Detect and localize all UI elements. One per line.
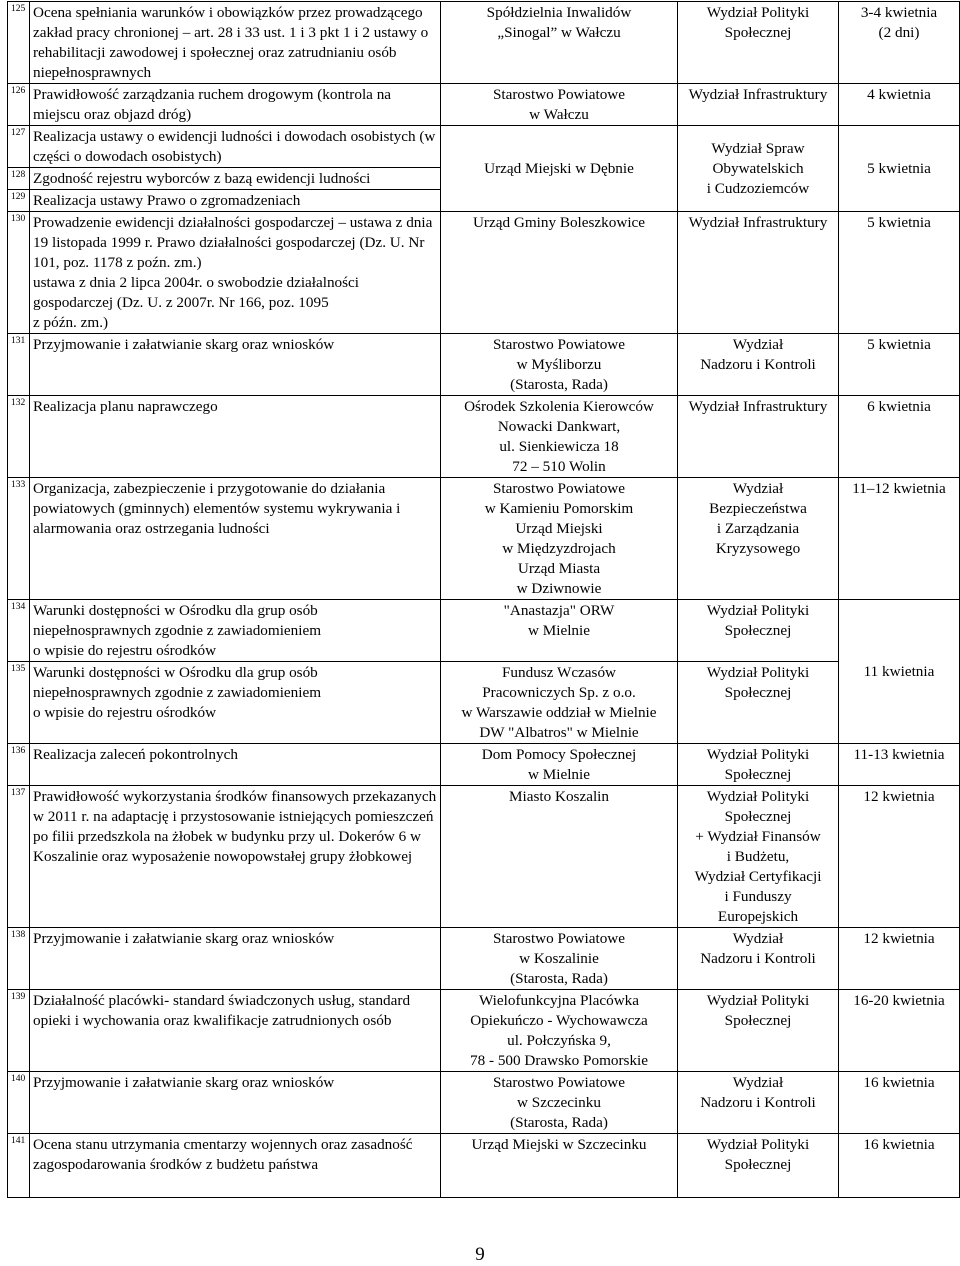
table-row	[8, 744, 960, 786]
inspection-date: 16 kwietnia	[839, 1134, 960, 1198]
inspection-subject: Ocena spełniania warunków i obowiązków przez prowadzącego zakład pracy chronionej – art. 28 i 33 ust. 1 i 3 pkt 1 i 2 ustawy o rehabilitacji zawodowej i społecznej oraz zatrudnianiu osób niepełnosprawnych	[30, 2, 441, 84]
table-row	[8, 786, 960, 928]
inspection-subject: Realizacja zaleceń pokontrolnych	[30, 744, 441, 786]
inspected-entity: Ośrodek Szkolenia Kierowców Nowacki Dankwart, ul. Sienkiewicza 18 72 – 510 Wolin	[441, 396, 678, 478]
responsible-department: Wydział Infrastruktury	[678, 396, 839, 478]
inspected-entity: Miasto Koszalin	[441, 786, 678, 928]
inspection-subject: Prowadzenie ewidencji działalności gospodarczej – ustawa z dnia 19 listopada 1999 r. Prawo działalności gospodarczej (Dz. U. Nr 101, poz. 1178 z poźn. zm.) ustawa z dnia 2 lipca 2004r. o swobodzie działalności gospodarczej (Dz. U. z 2007r. Nr 166, poz. 1095 z późn. zm.)	[30, 212, 441, 334]
table-row	[8, 396, 960, 478]
inspection-subject: Przyjmowanie i załatwianie skarg oraz wniosków	[30, 928, 441, 990]
page-number: 9	[475, 1244, 485, 1265]
inspection-date: 4 kwietnia	[839, 84, 960, 126]
inspection-schedule-table	[7, 1, 960, 1198]
table-row	[8, 928, 960, 990]
row-number: 140	[8, 1072, 30, 1134]
responsible-department: Wydział Polityki Społecznej	[678, 2, 839, 84]
responsible-department: Wydział Nadzoru i Kontroli	[678, 334, 839, 396]
inspection-date: 5 kwietnia	[839, 126, 960, 212]
inspected-entity: Starostwo Powiatowe w Koszalinie (Starosta, Rada)	[441, 928, 678, 990]
inspection-subject: Realizacja planu naprawczego	[30, 396, 441, 478]
inspection-subject: Przyjmowanie i załatwianie skarg oraz wniosków	[30, 1072, 441, 1134]
inspection-subject: Warunki dostępności w Ośrodku dla grup osób niepełnosprawnych zgodnie z zawiadomieniem o wpisie do rejestru ośrodków	[30, 600, 441, 662]
inspection-subject: Prawidłowość zarządzania ruchem drogowym (kontrola na miejscu oraz objazd dróg)	[30, 84, 441, 126]
inspection-subject: Realizacja ustawy o ewidencji ludności i dowodach osobistych (w części o dowodach osobistych)	[30, 126, 441, 168]
inspection-date: 11–12 kwietnia	[839, 478, 960, 600]
inspection-date: 3-4 kwietnia (2 dni)	[839, 2, 960, 84]
inspected-entity: Wielofunkcyjna Placówka Opiekuńczo - Wychowawcza ul. Połczyńska 9, 78 - 500 Drawsko Pomorskie	[441, 990, 678, 1072]
inspected-entity: Dom Pomocy Społecznej w Mielnie	[441, 744, 678, 786]
inspection-date: 11-13 kwietnia	[839, 744, 960, 786]
inspection-subject: Warunki dostępności w Ośrodku dla grup osób niepełnosprawnych zgodnie z zawiadomieniem o wpisie do rejestru ośrodków	[30, 662, 441, 744]
row-number: 135	[8, 662, 30, 744]
inspection-subject: Przyjmowanie i załatwianie skarg oraz wniosków	[30, 334, 441, 396]
inspection-subject: Organizacja, zabezpieczenie i przygotowanie do działania powiatowych (gminnych) elementów systemu wykrywania i alarmowania oraz ostrzegania ludności	[30, 478, 441, 600]
inspection-date: 12 kwietnia	[839, 928, 960, 990]
inspection-date: 11 kwietnia	[839, 600, 960, 744]
responsible-department: Wydział Spraw Obywatelskich i Cudzoziemców	[678, 126, 839, 212]
responsible-department: Wydział Polityki Społecznej	[678, 744, 839, 786]
table-row	[8, 662, 960, 744]
inspected-entity: Starostwo Powiatowe w Kamieniu Pomorskim Urząd Miejski w Międzyzdrojach Urząd Miasta w Dziwnowie	[441, 478, 678, 600]
inspection-subject: Zgodność rejestru wyborców z bazą ewidencji ludności	[30, 168, 441, 190]
row-number: 129	[8, 190, 30, 212]
inspected-entity: Fundusz Wczasów Pracowniczych Sp. z o.o. w Warszawie oddział w Mielnie DW "Albatros" w Mielnie	[441, 662, 678, 744]
row-number: 130	[8, 212, 30, 334]
inspected-entity: Urząd Gminy Boleszkowice	[441, 212, 678, 334]
responsible-department: Wydział Infrastruktury	[678, 212, 839, 334]
inspected-entity: "Anastazja" ORW w Mielnie	[441, 600, 678, 662]
responsible-department: Wydział Infrastruktury	[678, 84, 839, 126]
responsible-department: Wydział Bezpieczeństwa i Zarządzania Kryzysowego	[678, 478, 839, 600]
table-row	[8, 84, 960, 126]
responsible-department: Wydział Polityki Społecznej + Wydział Finansów i Budżetu, Wydział Certyfikacji i Funduszy Europejskich	[678, 786, 839, 928]
row-number: 134	[8, 600, 30, 662]
inspection-date: 6 kwietnia	[839, 396, 960, 478]
table-row	[8, 334, 960, 396]
row-number: 141	[8, 1134, 30, 1198]
table-row	[8, 126, 960, 168]
responsible-department: Wydział Polityki Społecznej	[678, 990, 839, 1072]
row-number: 126	[8, 84, 30, 126]
table-row	[8, 1072, 960, 1134]
row-number: 132	[8, 396, 30, 478]
table-row	[8, 478, 960, 600]
inspection-date: 5 kwietnia	[839, 334, 960, 396]
row-number: 138	[8, 928, 30, 990]
responsible-department: Wydział Polityki Społecznej	[678, 1134, 839, 1198]
row-number: 139	[8, 990, 30, 1072]
inspection-subject: Ocena stanu utrzymania cmentarzy wojennych oraz zasadność zagospodarowania środków z budżetu państwa	[30, 1134, 441, 1198]
inspection-subject: Działalność placówki- standard świadczonych usług, standard opieki i wychowania oraz kwalifikacje zatrudnionych osób	[30, 990, 441, 1072]
responsible-department: Wydział Nadzoru i Kontroli	[678, 1072, 839, 1134]
inspected-entity: Starostwo Powiatowe w Wałczu	[441, 84, 678, 126]
inspected-entity: Urząd Miejski w Szczecinku	[441, 1134, 678, 1198]
row-number: 131	[8, 334, 30, 396]
row-number: 128	[8, 168, 30, 190]
inspection-subject: Prawidłowość wykorzystania środków finansowych przekazanych w 2011 r. na adaptację i przystosowanie istniejących pomieszczeń po filii przedszkola na żłobek w budynku przy ul. Dokerów 6 w Koszalinie oraz wyposażenie nowopowstałej grupy żłobkowej	[30, 786, 441, 928]
table-row	[8, 212, 960, 334]
table-row	[8, 600, 960, 662]
row-number: 125	[8, 2, 30, 84]
responsible-department: Wydział Polityki Społecznej	[678, 662, 839, 744]
inspection-date: 16-20 kwietnia	[839, 990, 960, 1072]
inspected-entity: Starostwo Powiatowe w Myśliborzu (Starosta, Rada)	[441, 334, 678, 396]
responsible-department: Wydział Nadzoru i Kontroli	[678, 928, 839, 990]
inspection-date: 16 kwietnia	[839, 1072, 960, 1134]
inspected-entity: Spółdzielnia Inwalidów „Sinogal” w Wałczu	[441, 2, 678, 84]
inspection-date: 12 kwietnia	[839, 786, 960, 928]
table-row	[8, 2, 960, 84]
row-number: 137	[8, 786, 30, 928]
row-number: 127	[8, 126, 30, 168]
inspected-entity: Urząd Miejski w Dębnie	[441, 126, 678, 212]
row-number: 136	[8, 744, 30, 786]
row-number: 133	[8, 478, 30, 600]
table-row	[8, 1134, 960, 1198]
inspection-subject: Realizacja ustawy Prawo o zgromadzeniach	[30, 190, 441, 212]
inspected-entity: Starostwo Powiatowe w Szczecinku (Starosta, Rada)	[441, 1072, 678, 1134]
table-row	[8, 990, 960, 1072]
responsible-department: Wydział Polityki Społecznej	[678, 600, 839, 662]
inspection-date: 5 kwietnia	[839, 212, 960, 334]
